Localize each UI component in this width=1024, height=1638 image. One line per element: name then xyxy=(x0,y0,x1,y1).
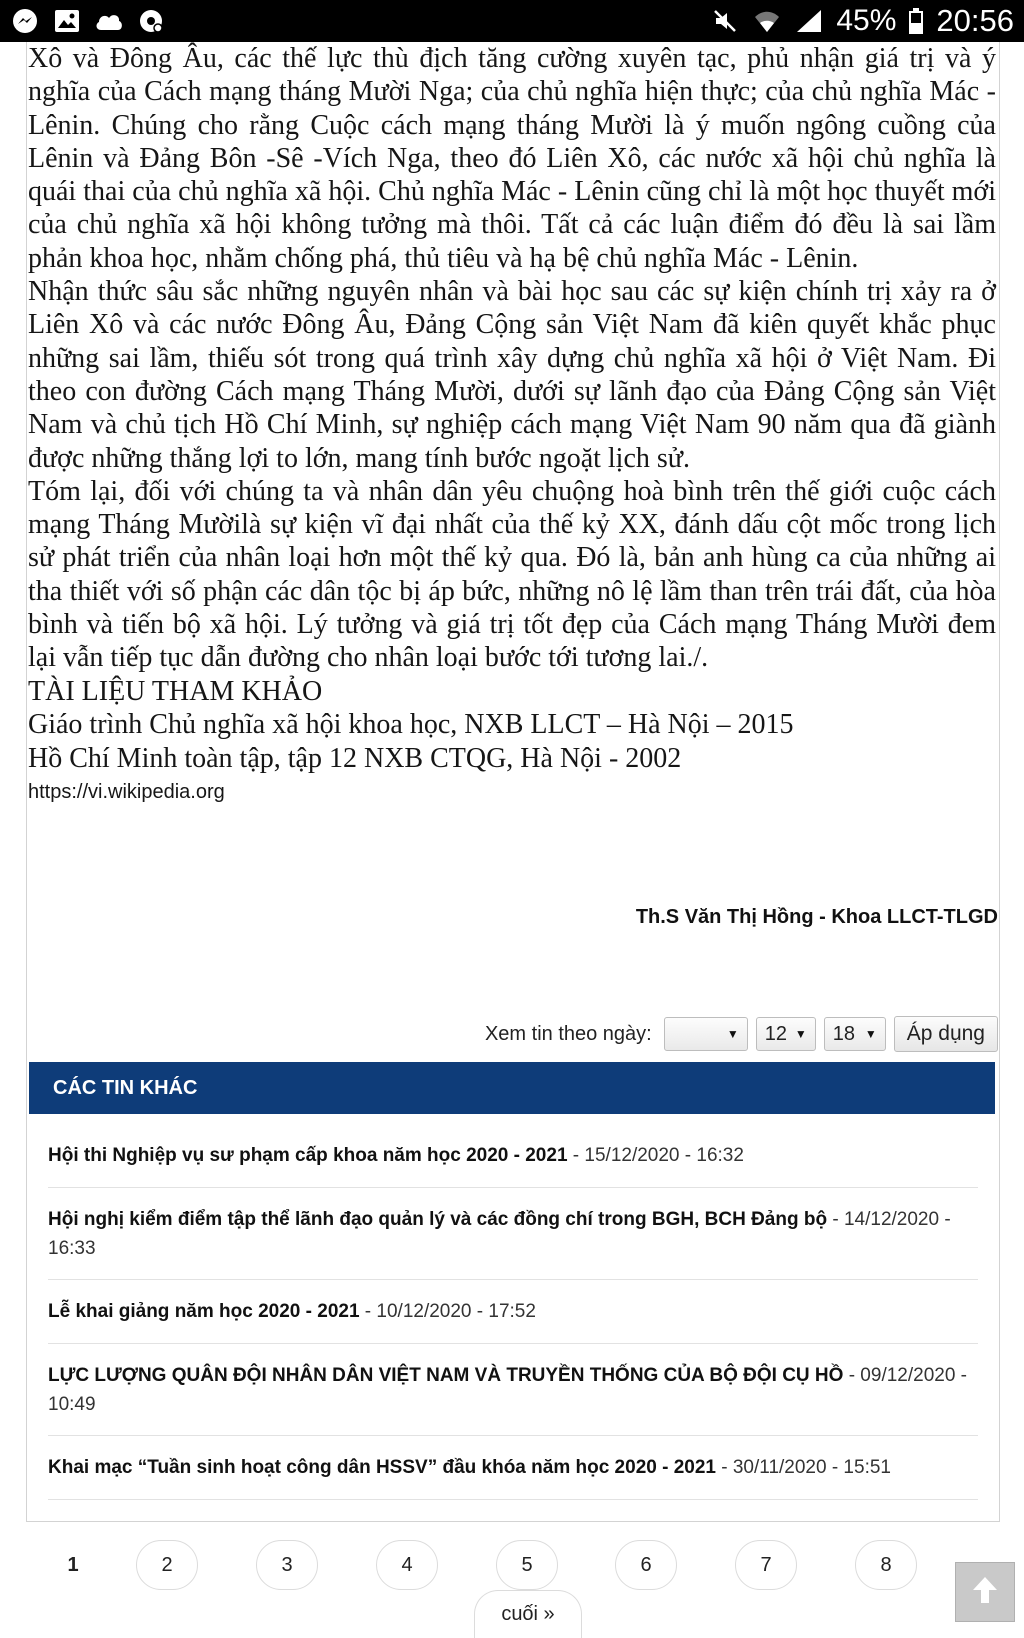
settings-icon xyxy=(136,6,166,36)
news-title-link[interactable]: LỰC LƯỢNG QUÂN ĐỘI NHÂN DÂN VIỆT NAM VÀ TRUYỀN THỐNG CỦA BỘ ĐỘI CỤ HỒ xyxy=(48,1365,844,1386)
article-author: Th.S Văn Thị Hồng - Khoa LLCT-TLGD xyxy=(635,906,998,928)
reference-link: https://vi.wikipedia.org xyxy=(28,781,225,804)
day-select-value: 18 xyxy=(832,1022,855,1045)
news-title-link[interactable]: Hội nghị kiểm điểm tập thể lãnh đạo quản lý và các đồng chí trong BGH, BCH Đảng bộ xyxy=(48,1209,828,1230)
last-page-button[interactable]: cuối » xyxy=(474,1590,582,1638)
other-news-heading: CÁC TIN KHÁC xyxy=(29,1062,995,1114)
page-1-current: 1 xyxy=(42,1540,104,1590)
day-select[interactable] xyxy=(824,1017,886,1051)
apply-button[interactable]: Áp dụng xyxy=(894,1016,998,1052)
messenger-icon xyxy=(10,6,40,36)
reference-item: Hồ Chí Minh toàn tập, tập 12 NXB CTQG, Hà Nội - 2002 xyxy=(28,742,682,774)
article-paragraph: Xô và Đông Âu, các thế lực thù địch tăng cường xuyên tạc, phủ nhận giá trị và ý nghĩa của Cách mạng tháng Mười Nga; của chủ nghĩa hiện thực; của chủ nghĩa Mác - Lênin. Chúng cho rằng Cuộc cách mạng tháng Mười là ý muốn ngông cuồng của Lênin và Đảng Bôn -Sê -Vích Nga, theo đó Liên Xô, các nước xã hội chủ nghĩa là quái thai của chủ nghĩa xã hội. Chủ nghĩa Mác - Lênin cũng chỉ là một học thuyết mới của chủ nghĩa xã hội không tưởng mà thôi. Tất cả các luận điểm đó đều là sai lầm phản khoa học, nhằm chống phá, thủ tiêu và hạ bệ chủ nghĩa Mác - Lênin. xyxy=(28,43,996,274)
article-body xyxy=(28,42,996,807)
article-paragraph: Tóm lại, đối với chúng ta và nhân dân yêu chuộng hoà bình trên thế giới cuộc cách mạng Tháng Mườilà sự kiện vĩ đại nhất của thế kỷ XX, đánh dấu cột mốc trong lịch sử phát triển của nhân loại hơn một thế kỷ qua. Đó là, bản anh hùng ca của những ai tha thiết với số phận các dân tộc bị áp bức, những nô lệ lầm than trên trái đất, của hòa bình và tiến bộ xã hội. Lý tưởng và giá trị tốt đẹp của Cách mạng Tháng Mười đem lại vẫn tiếp tục dẫn đường cho nhân loại bước tới tương lai./. xyxy=(28,475,996,674)
news-meta: - 14/12/2020 - 16:33 xyxy=(48,1209,951,1259)
page-5-button[interactable]: 5 xyxy=(496,1540,558,1590)
chevron-down-icon: ▼ xyxy=(794,1027,807,1041)
news-title-link[interactable]: Hội thi Nghiệp vụ sư phạm cấp khoa năm học 2020 - 2021 xyxy=(48,1145,568,1166)
news-title-link[interactable]: Lễ khai giảng năm học 2020 - 2021 xyxy=(48,1301,360,1322)
list-item[interactable] xyxy=(48,1124,978,1188)
news-meta: - 15/12/2020 - 16:32 xyxy=(567,1145,744,1166)
page-6-button[interactable]: 6 xyxy=(615,1540,677,1590)
news-meta: - 10/12/2020 - 17:52 xyxy=(359,1301,536,1322)
date-filter-label: Xem tin theo ngày: xyxy=(484,1022,652,1045)
other-news-list xyxy=(48,1124,978,1500)
list-item[interactable] xyxy=(48,1344,978,1436)
news-meta: - 09/12/2020 - 10:49 xyxy=(48,1365,968,1415)
mute-icon xyxy=(710,6,740,36)
arrow-up-icon xyxy=(968,1573,1002,1612)
news-meta: - 30/11/2020 - 15:51 xyxy=(715,1457,891,1478)
month-select-value: 12 xyxy=(764,1022,787,1045)
list-item[interactable] xyxy=(48,1280,978,1344)
chevron-down-icon: ▼ xyxy=(726,1027,739,1041)
news-title-link[interactable]: Khai mạc “Tuần sinh hoạt công dân HSSV” đầu khóa năm học 2020 - 2021 xyxy=(48,1457,716,1478)
list-item[interactable] xyxy=(48,1436,978,1500)
reference-item: Giáo trình Chủ nghĩa xã hội khoa học, NXB LLCT – Hà Nội – 2015 xyxy=(28,709,794,741)
date-filter xyxy=(485,1016,998,1052)
signal-icon xyxy=(794,6,824,36)
year-select[interactable] xyxy=(664,1017,748,1051)
wifi-icon xyxy=(752,6,782,36)
article-paragraph: Nhận thức sâu sắc những nguyên nhân và bài học sau các sự kiện chính trị xảy ra ở Liên Xô và các nước Đông Âu, Đảng Cộng sản Việt Nam đã kiên quyết khắc phục những sai lầm, thiếu sót trong quá trình xây dựng chủ nghĩa xã hội ở Việt Nam. Đi theo con đường Cách mạng Tháng Mười, dưới sự lãnh đạo của Đảng Cộng sản Việt Nam và chủ tịch Hồ Chí Minh, sự nghiệp cách mạng Việt Nam 90 năm qua đã giành được những thắng lợi to lớn, mang tính bước ngoặt lịch sử. xyxy=(28,276,996,474)
month-select[interactable] xyxy=(756,1017,816,1051)
page-3-button[interactable]: 3 xyxy=(256,1540,318,1590)
gallery-icon xyxy=(52,6,82,36)
references-heading: TÀI LIỆU THAM KHẢO xyxy=(28,675,323,707)
list-item[interactable] xyxy=(48,1188,978,1280)
page-8-button[interactable]: 8 xyxy=(855,1540,917,1590)
status-bar xyxy=(0,0,1024,42)
status-system xyxy=(710,3,1014,39)
status-notifications xyxy=(10,6,166,36)
battery-percent: 45% xyxy=(836,4,897,37)
clock: 20:56 xyxy=(936,3,1014,38)
cloud-icon xyxy=(94,6,124,36)
battery-icon xyxy=(908,6,924,36)
scroll-to-top-button[interactable] xyxy=(955,1562,1015,1622)
chevron-down-icon: ▼ xyxy=(864,1027,877,1041)
page-7-button[interactable]: 7 xyxy=(735,1540,797,1590)
page-4-button[interactable]: 4 xyxy=(376,1540,438,1590)
page-2-button[interactable]: 2 xyxy=(136,1540,198,1590)
